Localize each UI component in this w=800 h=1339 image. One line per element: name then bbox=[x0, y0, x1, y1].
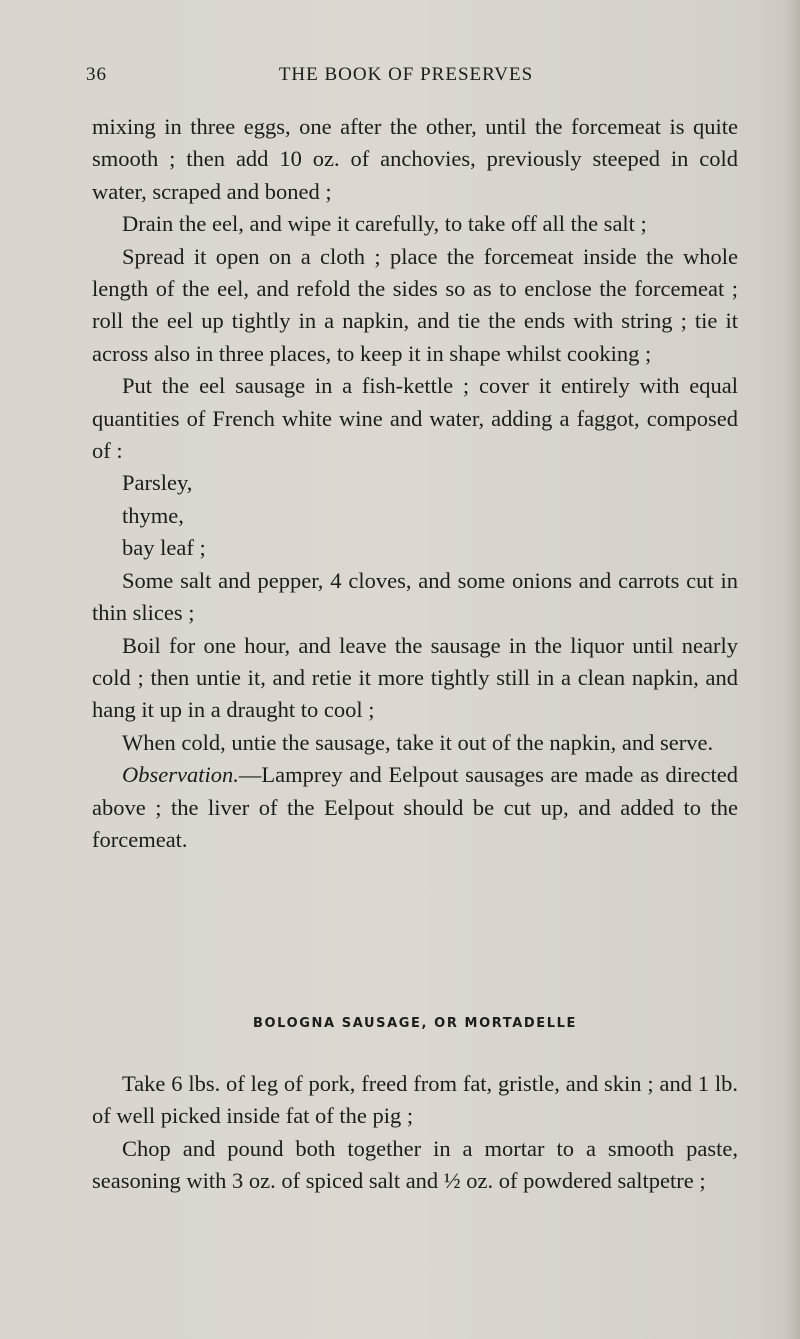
body-text bbox=[92, 111, 738, 856]
observation-paragraph bbox=[92, 759, 738, 856]
paragraph: mixing in three eggs, one after the other, until the forcemeat is quite smooth ; then add 10 oz. of anchovies, previously steeped in cold water, scraped and boned ; bbox=[92, 114, 738, 204]
paragraph: When cold, untie the sausage, take it out of the napkin, and serve. bbox=[122, 729, 714, 755]
list-item: Parsley, bbox=[122, 470, 193, 496]
page-edge-shadow bbox=[786, 0, 800, 1339]
paragraph: Spread it open on a cloth ; place the forcemeat inside the whole length of the eel, and refold the sides so as to enclose the forcemeat ; roll the eel up tightly in a napkin, and tie the ends with string ; tie it across also in three places, to keep it in shape whilst cooking ; bbox=[92, 243, 738, 366]
paragraph: Chop and pound both together in a mortar to a smooth paste, seasoning with 3 oz. of spiced salt and ½ oz. of powdered saltpetre ; bbox=[92, 1135, 738, 1194]
paragraph: Boil for one hour, and leave the sausage in the liquor until nearly cold ; then untie it, and retie it more tightly still in a clean napkin, and hang it up in a draught to cool ; bbox=[92, 632, 738, 723]
running-head bbox=[86, 64, 726, 90]
paragraph: Drain the eel, and wipe it carefully, to take off all the salt ; bbox=[122, 211, 647, 237]
paragraph: Put the eel sausage in a fish-kettle ; cover it entirely with equal quantities of French white wine and water, adding a faggot, composed of : bbox=[92, 373, 738, 464]
list-item: thyme, bbox=[122, 502, 184, 528]
running-title: THE BOOK OF PRESERVES bbox=[278, 64, 534, 85]
paragraph: Some salt and pepper, 4 cloves, and some onions and carrots cut in thin slices ; bbox=[92, 567, 738, 626]
page-number: 36 bbox=[86, 64, 107, 85]
paragraph: Take 6 lbs. of leg of pork, freed from fat, gristle, and skin ; and 1 lb. of well picked inside fat of the pig ; bbox=[92, 1071, 738, 1129]
section-body-text bbox=[92, 1068, 738, 1198]
observation-label: Observation. bbox=[122, 762, 239, 788]
list-item: bay leaf ; bbox=[122, 535, 206, 561]
section-heading: BOLOGNA SAUSAGE, OR MORTADELLE bbox=[252, 1016, 578, 1031]
observation-text: —Lamprey and Eelpout sausages are made as directed above ; the liver of the Eelpout should be cut up, and added to the forcemeat. bbox=[92, 762, 738, 852]
